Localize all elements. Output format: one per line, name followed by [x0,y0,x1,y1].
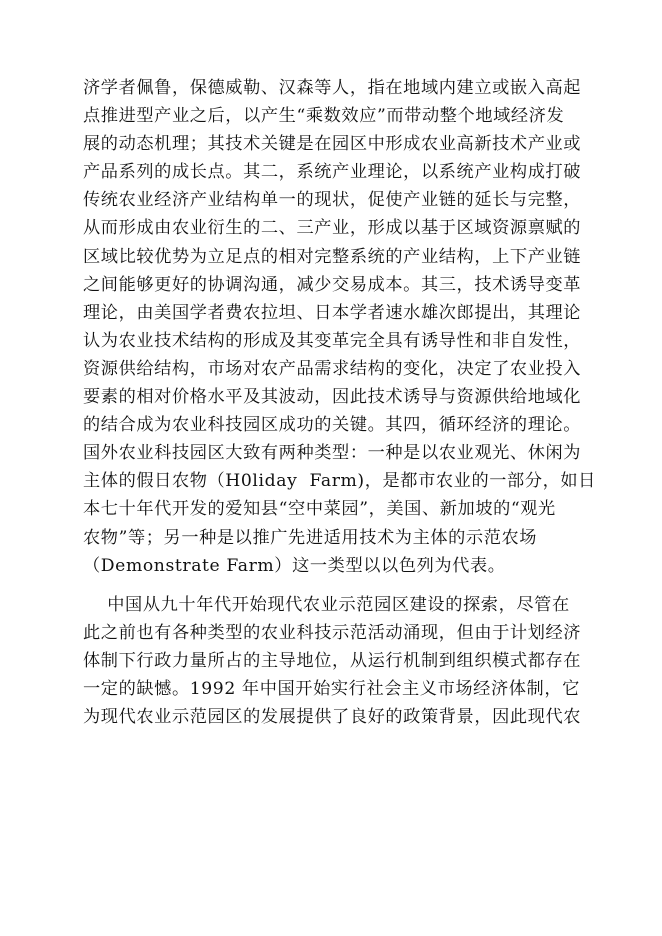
text-line: 展的动态机理；其技术关键是在园区中形成农业高新技术产业或 [83,134,582,155]
text-line: 体制下行政力量所占的主导地位，从运行机制到组织模式都存在 [83,650,582,671]
body-text [83,74,596,731]
text-line: 此之前也有各种类型的农业科技示范活动涌现，但由于计划经济 [83,622,582,643]
text-line: 主体的假日农物（H0liday Farm)，是都市农业的一部分，如日 [83,471,596,492]
text-line: 农物”等；另一种是以推广先进适用技术为主体的示范农场 [83,527,538,548]
text-line: 产品系列的成长点。其二，系统产业理论，以系统产业构成打破 [83,162,582,183]
text-line: 中国从九十年代开始现代农业示范园区建设的探索，尽管在 [83,594,570,615]
text-line: 点推进型产业之后，以产生“乘数效应”而带动整个地域经济发 [83,106,565,127]
text-line: 要素的相对价格水平及其波动，因此技术诱导与资源供给地域化 [83,387,582,408]
text-line: （Demonstrate Farm）这一类型以以色列为代表。 [83,555,506,576]
text-line: 从而形成由农业衍生的二、三产业，形成以基于区域资源禀赋的 [83,218,582,239]
paragraph-1 [83,74,596,580]
text-line: 国外农业科技园区大致有两种类型：一种是以农业观光、休闲为 [83,443,582,464]
text-line: 传统农业经济产业结构单一的现状，促使产业链的延长与完整， [83,190,582,211]
text-line: 理论，由美国学者费农拉坦、日本学者速水雄次郎提出，其理论 [83,302,582,323]
text-line: 资源供给结构，市场对农产品需求结构的变化，决定了农业投入 [83,358,582,379]
text-line: 一定的缺憾。1992 年中国开始实行社会主义市场经济体制，它 [83,678,580,699]
text-line: 区域比较优势为立足点的相对完整系统的产业结构，上下产业链 [83,246,582,267]
paragraph-2 [83,591,583,731]
text-line: 之间能够更好的协调沟通，减少交易成本。其三，技术诱导变革 [83,274,582,295]
text-line: 本七十年代开发的爱知县“空中菜园”，美国、新加坡的“观光 [83,499,556,520]
text-line: 为现代农业示范园区的发展提供了良好的政策背景，因此现代农 [83,707,582,728]
paragraph-gap [83,580,583,591]
text-line: 认为农业技术结构的形成及其变革完全具有诱导性和非自发性， [83,330,582,351]
text-line: 的结合成为农业科技园区成功的关键。其四，循环经济的理论。 [83,415,582,436]
text-line: 济学者佩鲁，保德威勒、汉森等人，指在地域内建立或嵌入高起 [83,78,582,98]
